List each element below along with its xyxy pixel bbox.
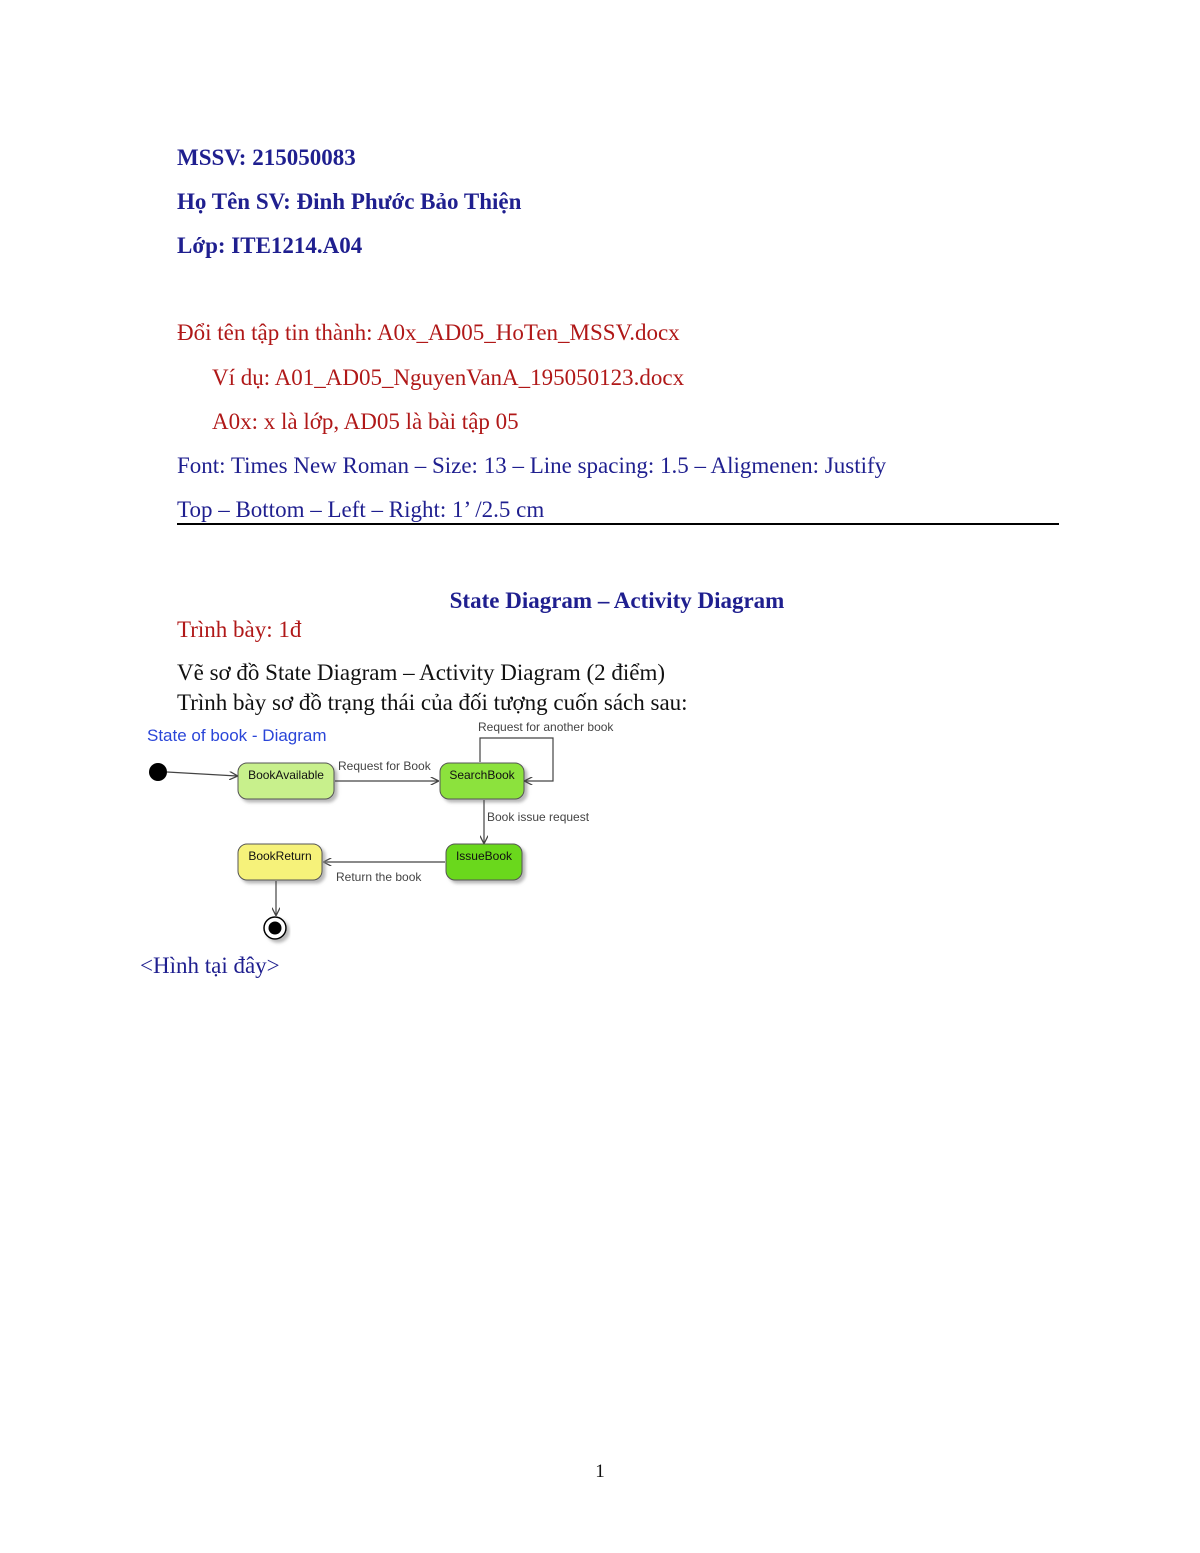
initial-node	[149, 763, 167, 781]
page-number: 1	[595, 1461, 605, 1482]
diagram-title: State of book - Diagram	[147, 726, 327, 745]
student-id: MSSV: 215050083	[177, 145, 356, 170]
rename-example: Ví dụ: A01_AD05_NguyenVanA_195050123.docx	[212, 365, 685, 390]
task-prompt: Trình bày sơ đồ trạng thái của đối tượng cuốn sách sau:	[177, 690, 688, 715]
transition-return-the-book-label: Return the book	[336, 870, 422, 884]
state-search-book-label: SearchBook	[449, 768, 515, 782]
final-node	[264, 917, 286, 939]
horizontal-rule	[177, 523, 1059, 525]
section-title: State Diagram – Activity Diagram	[449, 588, 785, 613]
transition-book-issue-request-label: Book issue request	[487, 810, 590, 824]
initial-transition	[167, 772, 237, 776]
state-issue-book-label: IssueBook	[455, 849, 513, 863]
student-class: Lớp: ITE1214.A04	[177, 233, 363, 258]
state-search-book	[440, 763, 524, 799]
student-name: Họ Tên SV: Đinh Phước Bảo Thiện	[177, 189, 522, 214]
state-book-available-label: BookAvailable	[248, 768, 324, 782]
state-book-return-label: BookReturn	[248, 849, 312, 863]
transition-request-for-book-label: Request for Book	[338, 759, 431, 773]
task-line: Vẽ sơ đồ State Diagram – Activity Diagram (2 điểm)	[177, 660, 666, 685]
state-issue-book	[446, 844, 522, 880]
transition-request-another-label: Request for another book	[478, 720, 614, 734]
state-book-available	[238, 763, 334, 799]
rename-explanation: A0x: x là lớp, AD05 là bài tập 05	[212, 409, 519, 434]
image-placeholder: <Hình tại đây>	[140, 953, 280, 978]
state-book-return	[238, 844, 322, 880]
rename-instruction: Đổi tên tập tin thành: A0x_AD05_HoTen_MSSV.docx	[177, 320, 680, 345]
font-instruction: Font: Times New Roman – Size: 13 – Line spacing: 1.5 – Aligmenen: Justify	[177, 453, 887, 478]
score-note: Trình bày: 1đ	[177, 617, 302, 642]
final-node-dot	[269, 922, 282, 935]
margin-instruction: Top – Bottom – Left – Right: 1’ /2.5 cm	[177, 497, 545, 522]
state-diagram	[140, 716, 620, 948]
